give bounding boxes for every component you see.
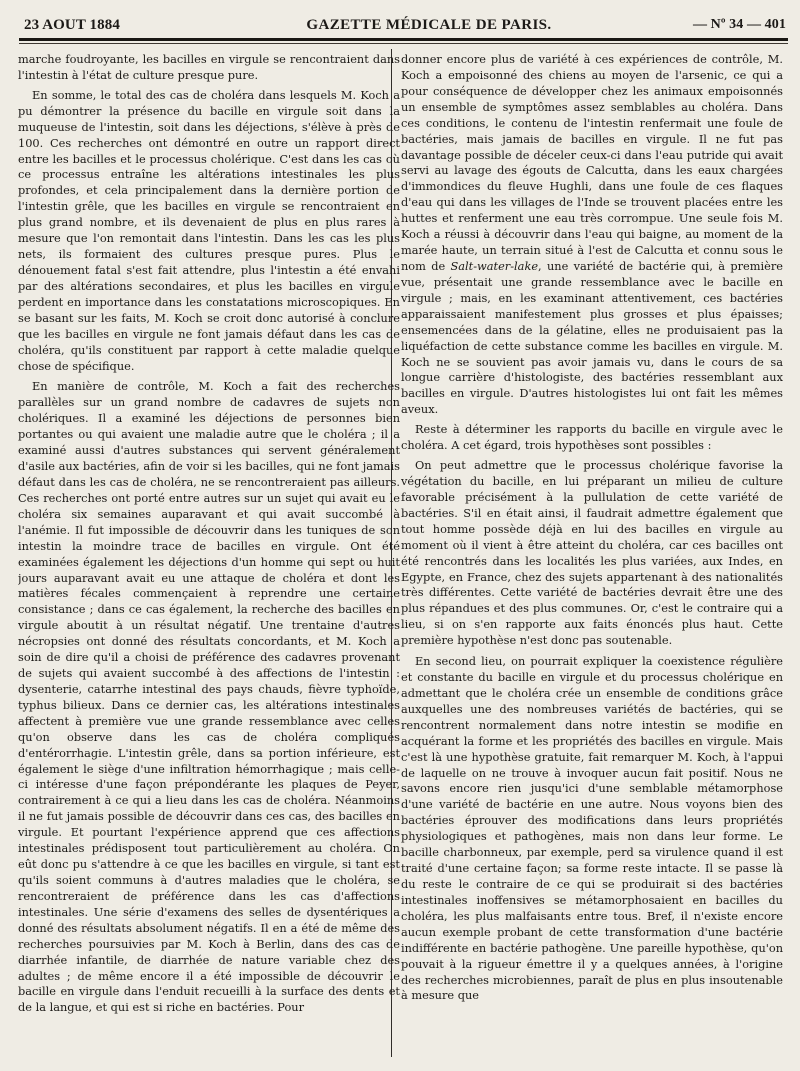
header-thick-rule	[19, 38, 788, 41]
issue-date: 23 AOUT 1884	[24, 17, 120, 33]
right-paragraph-3: On peut admettre que le processus cholérique favorise la végétation du bacille, en lui préparant un milieu de culture favorable précisément à la pullulation de cette variété de bactéries. S'il en était ainsi, il faudrait admettre également que tout homme possède déjà en lui des bacilles en virgule au moment où il vient à être atteint du choléra, car ces bacilles ont été rencontrés dans les localités les plus variées, aux Indes, en Egypte, en France, chez des sujets appartenant à des nationalités très différentes. Cette variété de bactéries devrait être une des plus répandues et des plus communes. Or, c'est le contraire qui a lieu, si on s'en rapporte aux faits énoncés plus haut. Cette première hypothèse n'est donc pas soutenable.	[401, 458, 783, 648]
right-paragraph-2: Reste à déterminer les rapports du bacille en virgule avec le choléra. A cet égard, trois hypothèses sont possibles :	[401, 422, 783, 453]
left-article-column	[18, 52, 400, 1052]
salt-water-lake-term: Salt-water-lake	[450, 258, 539, 273]
issue-number-and-page: — Nº 34 — 401	[692, 17, 786, 32]
right-paragraph-1-continuation: , une variété de bactérie qui, à première vue, présentait une grande ressemblance avec le bacille en virgule ; mais, en les examinant attentivement, ces bactéries apparaissaient manifestement plus grosses et plus épaisses; ensemencées dans de la gélatine, elles ne produisaient pas la liquéfaction de cette substance comme les bacilles en virgule. M. Koch ne se souvient pas avoir jamais vu, dans le cours de sa longue carrière d'histologiste, des bactéries ressemblant aux bacilles en virgule. D'autres histologistes lui ont fait les mêmes aveux.	[401, 258, 783, 417]
left-paragraph-3: En manière de contrôle, M. Koch a fait des recherches parallèles sur un grand nombre de cadavres de sujets non cholériques. Il a examiné les déjections de personnes bien portantes ou qui avaient une maladie autre que le choléra ; il a examiné aussi d'autres substances qui servent généralement d'asile aux bactéries, afin de voir si les bacilles, qui ne font jamais défaut dans les cas de choléra, ne se rencontreraient pas ailleurs. Ces recherches ont porté entre autres sur un sujet qui avait eu le choléra six semaines auparavant et qui avait succombé à l'anémie. Il fut impossible de découvrir dans les tuniques de son intestin la moindre trace de bacilles en virgule. Ont été examinées également les déjections d'un homme qui sept ou huit jours auparavant avait eu une attaque de choléra et dont les matières fécales commençaient à reprendre une certaine consistance ; dans ce cas également, la recherche des bacilles en virgule aboutit à un résultat négatif. Une trentaine d'autres nécropsies ont donné des résultats concordants, et M. Koch a soin de dire qu'il a choisi de préférence des cadavres provenant de sujets qui avaient succombé à des affections de l'intestin : dysenterie, catarrhe intestinal des pays chauds, fièvre typhoïde, typhus bilieux. Dans ce dernier cas, les altérations intestinales affectent à première vue une grande ressemblance avec celles qu'on observe dans les cas de choléra compliqués d'entérorrhagie. L'intestin grêle, dans sa portion inférieure, est également le siège d'une infiltration hémorrhagique ; mais celle-ci intéresse d'une façon prépondérante les plaques de Peyer, contrairement à ce qui a lieu dans les cas de choléra. Néanmoins il ne fut jamais possible de découvrir dans ces cas, des bacilles en virgule. Et pourtant l'expérience apprend que ces affections intestinales prédisposent tout particulièrement au choléra. On eût donc pu s'attendre à ce que les bacilles en virgule, si tant est qu'ils soient communs à d'autres maladies que le choléra, se rencontreraient de préférence dans les cas d'affections intestinales. Une série d'examens des selles de dysentériques a donné des résultats absolument négatifs. Il en a été de même des recherches poursuivies par M. Koch à Berlin, dans des cas de diarrhée infantile, de diarrhée de nature variable chez des adultes ; de même encore il a été impossible de découvrir le bacille en virgule dans l'enduit recueilli à la surface des dents et de la langue, et qui est si riche en bactéries. Pour	[18, 379, 400, 1015]
page-header	[24, 14, 786, 40]
right-paragraph-4: En second lieu, on pourrait expliquer la coexistence régulière et constante du bacille en virgule et du processus cholérique en admettant que le choléra crée un ensemble de conditions grâce auxquelles une des nombreuses variétés de bactéries, qui se rencontrent normalement dans notre intestin se modifie en acquérant la forme et les propriétés des bacilles en virgule. Mais c'est là une hypothèse gratuite, fait remarquer M. Koch, à l'appui de laquelle on ne trouve à invoquer aucun fait positif. Nous ne savons encore rien jusqu'ici d'une semblable métamorphose d'une variété de bactérie en une autre. Nous voyons bien des bactéries éprouver des modifications dans leurs propriétés physiologiques et pathogènes, mais non dans leur forme. Le bacille charbonneux, par exemple, perd sa virulence quand il est traité d'une certaine façon; sa forme reste intacte. Il se passe là du reste le contraire de ce qui se produirait si des bactéries intestinales inoffensives se métamorphosaient en bacilles du choléra, les plus malfaisants entre tous. Bref, il n'existe encore aucun exemple probant de cette transformation d'une bactérie indifférente en bactérie pathogène. Une pareille hypothèse, qu'on pouvait à la rigueur émettre il y a quelques années, à l'origine des recherches microbiennes, paraît de plus en plus insoutenable à mesure que	[401, 654, 783, 1003]
left-paragraph-2: En somme, le total des cas de choléra dans lesquels M. Koch a pu démontrer la présence du bacille en virgule soit dans la muqueuse de l'intestin, soit dans les déjections, s'élève à près de 100. Ces recherches ont démontré en outre un rapport direct entre les bacilles et le processus cholérique. C'est dans les cas où ce processus entraîne les altérations intestinales les plus profondes, et cela principalement dans la dernière portion de l'intestin grêle, que les bacilles en virgule se rencontraient en plus grand nombre, et ils devenaient de plus en plus rares à mesure que l'on remontait dans l'intestin. Dans les cas les plus nets, ils formaient des cultures presque pures. Plus le dénouement fatal s'est fait attendre, plus l'intestin a été envahi par des altérations secondaires, et plus les bacilles en virgule perdent en importance dans les constatations microscopiques. En se basant sur les faits, M. Koch se croit donc autorisé à conclure que les bacilles en virgule ne font jamais défaut dans les cas de choléra, qu'ils constituent par rapport à cette maladie quelque chose de spécifique.	[18, 87, 400, 373]
right-paragraph-1-text: donner encore plus de variété à ces expériences de contrôle, M. Koch a empoisonné des chiens au moyen de l'arsenic, ce qui a pour conséquence de développer chez les animaux empoisonnés un ensemble de symptômes assez semblables au choléra. Dans ces conditions, le contenu de l'intestin renfermait une foule de bactéries, mais jamais de bacilles en virgule. Il ne fut pas davantage possible de déceler ceux-ci dans l'eau putride qui avait servi au lavage des égouts de Calcutta, dans les eaux chargées d'immondices du fleuve Hughli, dans une foule de ces flaques d'eau qui dans les villages de l'Inde se trouvent placées entre les huttes et renferment une eau très corrompue. Une seule fois M. Koch a réussi à découvrir dans l'eau qui baigne, au moment de la marée haute, un terrain situé à l'est de Calcutta et connu sous le nom de	[401, 52, 783, 273]
left-paragraph-1: marche foudroyante, les bacilles en virgule se rencontraient dans l'intestin à l'état de culture presque pure.	[18, 52, 400, 82]
right-paragraph-1	[401, 52, 783, 418]
publication-title: GAZETTE MÉDICALE DE PARIS.	[306, 17, 552, 33]
header-thin-rule	[19, 43, 788, 44]
right-article-column	[401, 52, 783, 1052]
